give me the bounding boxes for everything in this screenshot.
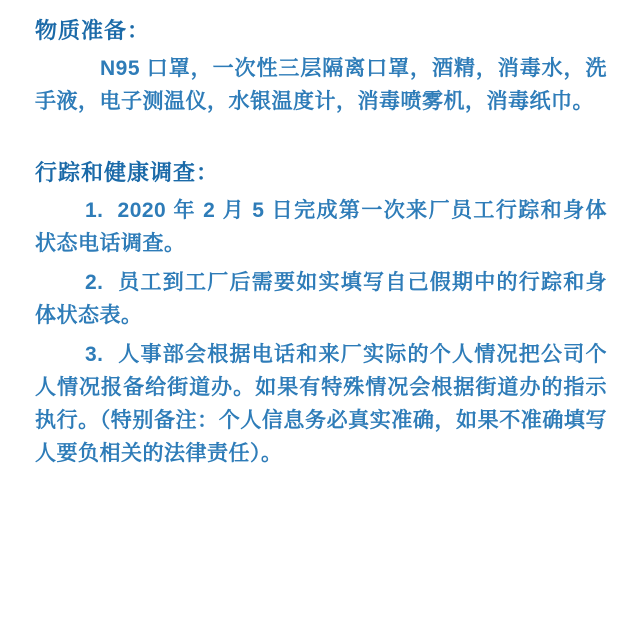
item-text: 员工到工厂后需要如实填写自己假期中的行踪和身体状态表。 [35, 271, 607, 327]
item-number: 1. [85, 199, 104, 222]
list-item [35, 194, 607, 260]
item-text: 人事部会根据电话和来厂实际的个人情况把公司个人情况报备给街道办。如果有特殊情况会根据街道办的指示执行。（特别备注：个人信息务必真实准确，如果不准确填写人要负相关的法律责任）。 [35, 343, 607, 465]
material-preparation-heading: 物质准备： [35, 18, 151, 43]
section-tracking-health-survey [35, 158, 607, 470]
list-item [35, 338, 607, 470]
material-preparation-paragraph: N95 口罩，一次性三层隔离口罩，酒精，消毒水，洗手液，电子测温仪，水银温度计，消毒喷雾机，消毒纸巾。 [35, 57, 607, 113]
section-material-preparation [35, 16, 607, 118]
item-text: 2020 年 2 月 5 日完成第一次来厂员工行踪和身体状态电话调查。 [35, 199, 607, 255]
item-number: 2. [85, 271, 104, 294]
list-item [35, 266, 607, 332]
item-number: 3. [85, 343, 104, 366]
tracking-health-survey-heading: 行踪和健康调查： [35, 160, 220, 185]
